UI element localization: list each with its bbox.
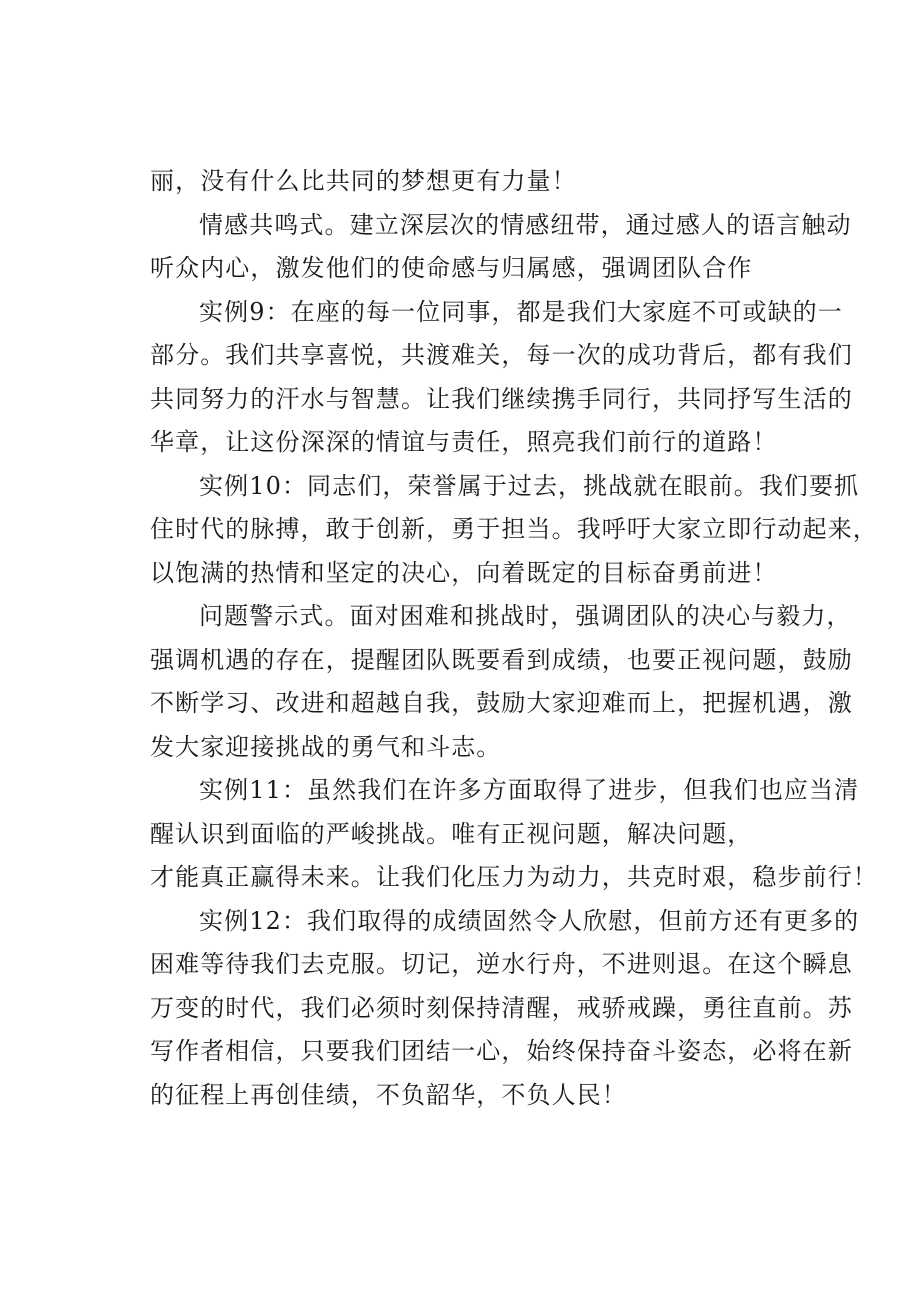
text-line-16: 醒认识到面临的严峻挑战。唯有正视问题，解决问题，	[150, 820, 753, 848]
text-line-6: 共同努力的汗水与智慧。让我们继续携手同行，共同抒写生活的	[150, 385, 853, 413]
text-line-8: 实例10：同志们，荣誉属于过去，挑战就在眼前。我们要抓	[199, 472, 860, 500]
text-line-20: 万变的时代，我们必须时刻保持清醒，戒骄戒躁，勇往直前。苏	[150, 994, 853, 1022]
text-line-14: 发大家迎接挑战的勇气和斗志。	[150, 733, 502, 761]
text-line-13: 不断学习、改进和超越自我，鼓励大家迎难而上，把握机遇，激	[150, 689, 853, 717]
text-line-12: 强调机遇的存在，提醒团队既要看到成绩，也要正视问题，鼓励	[150, 646, 853, 674]
text-line-11: 问题警示式。面对困难和挑战时，强调团队的决心与毅力，	[199, 602, 852, 630]
text-line-19: 困难等待我们去克服。切记，逆水行舟，不进则退。在这个瞬息	[150, 950, 853, 978]
text-line-17: 才能真正赢得未来。让我们化压力为动力，共克时艰，稳步前行！	[150, 863, 878, 891]
text-line-5: 部分。我们共享喜悦，共渡难关，每一次的成功背后，都有我们	[150, 341, 853, 369]
text-line-18: 实例12：我们取得的成绩固然令人欣慰，但前方还有更多的	[199, 907, 860, 935]
text-line-4: 实例9：在座的每一位同事，都是我们大家庭不可或缺的一	[199, 298, 843, 326]
text-line-1: 丽，没有什么比共同的梦想更有力量！	[150, 167, 577, 195]
text-line-10: 以饱满的热情和坚定的决心，向着既定的目标奋勇前进！	[150, 559, 778, 587]
text-line-3: 听众内心，激发他们的使命感与归属感，强调团队合作	[150, 254, 753, 282]
text-line-22: 的征程上再创佳绩，不负韶华，不负人民！	[150, 1081, 627, 1109]
text-line-7: 华章，让这份深深的情谊与责任，照亮我们前行的道路！	[150, 428, 778, 456]
text-line-21: 写作者相信，只要我们团结一心，始终保持奋斗姿态，必将在新	[150, 1037, 853, 1065]
text-line-9: 住时代的脉搏，敢于创新，勇于担当。我呼吁大家立即行动起来，	[150, 515, 878, 543]
text-line-2: 情感共鸣式。建立深层次的情感纽带，通过感人的语言触动	[199, 211, 852, 239]
text-line-15: 实例11：虽然我们在许多方面取得了进步，但我们也应当清	[199, 776, 860, 804]
